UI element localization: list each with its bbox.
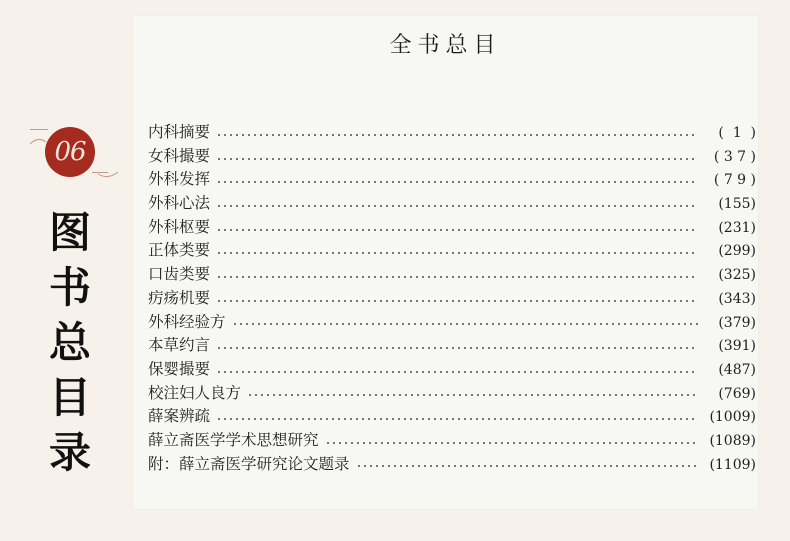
side-title-char: 目 [48,373,91,422]
toc-entry-title: 外科心法 [148,194,211,213]
toc-entry-page: (1109) [709,456,756,473]
side-title-char: 书 [48,263,91,312]
side-title-char: 录 [48,428,91,477]
dot-leader [216,180,698,184]
toc-entry-page: ( 3 7 ) [713,148,756,165]
toc-entry-title: 校注妇人良方 [148,383,242,402]
toc-entry [148,262,756,286]
toc-entry-title: 本草约言 [148,336,211,355]
toc-entry-title: 外科发挥 [148,170,211,189]
toc-entry-title: 外科枢要 [148,217,211,236]
dot-leader [356,464,698,468]
toc-entry-page: (1009) [709,409,756,426]
toc-entry [148,428,756,452]
side-title-char: 总 [48,318,91,367]
toc-entry-title: 女科撮要 [148,146,211,165]
table-of-contents [148,120,756,475]
dot-leader [216,346,698,350]
toc-entry [148,191,756,215]
dot-leader [325,441,698,445]
toc-entry-page: (379) [718,314,756,331]
dot-leader [232,322,698,326]
toc-entry [148,215,756,239]
toc-entry [148,381,756,405]
page-title: 全书总目 [389,33,502,58]
toc-entry-page: (299) [718,243,756,260]
dot-leader [216,204,698,208]
dot-leader [216,275,698,279]
toc-entry [148,404,756,428]
toc-entry-title: 附：薛立斋医学研究论文题录 [148,454,350,473]
dot-leader [216,228,698,232]
badge-line-top [30,129,48,130]
dot-leader [216,417,698,421]
side-title [46,205,94,480]
toc-entry [148,333,756,357]
toc-entry-title: 疠疡机要 [148,288,211,307]
dot-leader [216,251,698,255]
dot-leader [247,393,698,397]
dot-leader [216,370,698,374]
section-number-badge: 06 [45,127,95,177]
toc-entry [148,286,756,310]
toc-entry-title: 薛案辨疏 [148,407,211,426]
toc-entry-title: 薛立斋医学学术思想研究 [148,430,319,449]
toc-entry-page: (391) [718,338,756,355]
book-page [133,16,758,509]
toc-entry-page: (231) [718,219,756,236]
toc-entry-title: 外科经验方 [148,312,226,331]
side-title-char: 图 [48,208,91,257]
dot-leader [216,133,698,137]
toc-entry-title: 正体类要 [148,241,211,260]
toc-entry-page: ( 7 9 ) [713,172,756,189]
toc-entry [148,120,756,144]
toc-entry [148,238,756,262]
toc-entry-page: (487) [718,361,756,378]
toc-entry [148,167,756,191]
toc-entry [148,310,756,334]
toc-entry [148,357,756,381]
toc-entry-title: 口齿类要 [148,265,211,284]
dot-leader [216,299,698,303]
toc-entry-page: (1089) [709,432,756,449]
dot-leader [216,157,698,161]
toc-entry-title: 保婴撮要 [148,359,211,378]
toc-entry [148,144,756,168]
toc-entry-page: (325) [718,267,756,284]
toc-entry-page: (343) [718,290,756,307]
toc-entry-page: ( 1 ) [718,125,756,141]
toc-entry-title: 内科摘要 [148,123,211,141]
toc-entry-page: (769) [718,385,756,402]
toc-entry [148,452,756,476]
toc-entry-page: (155) [718,196,756,213]
